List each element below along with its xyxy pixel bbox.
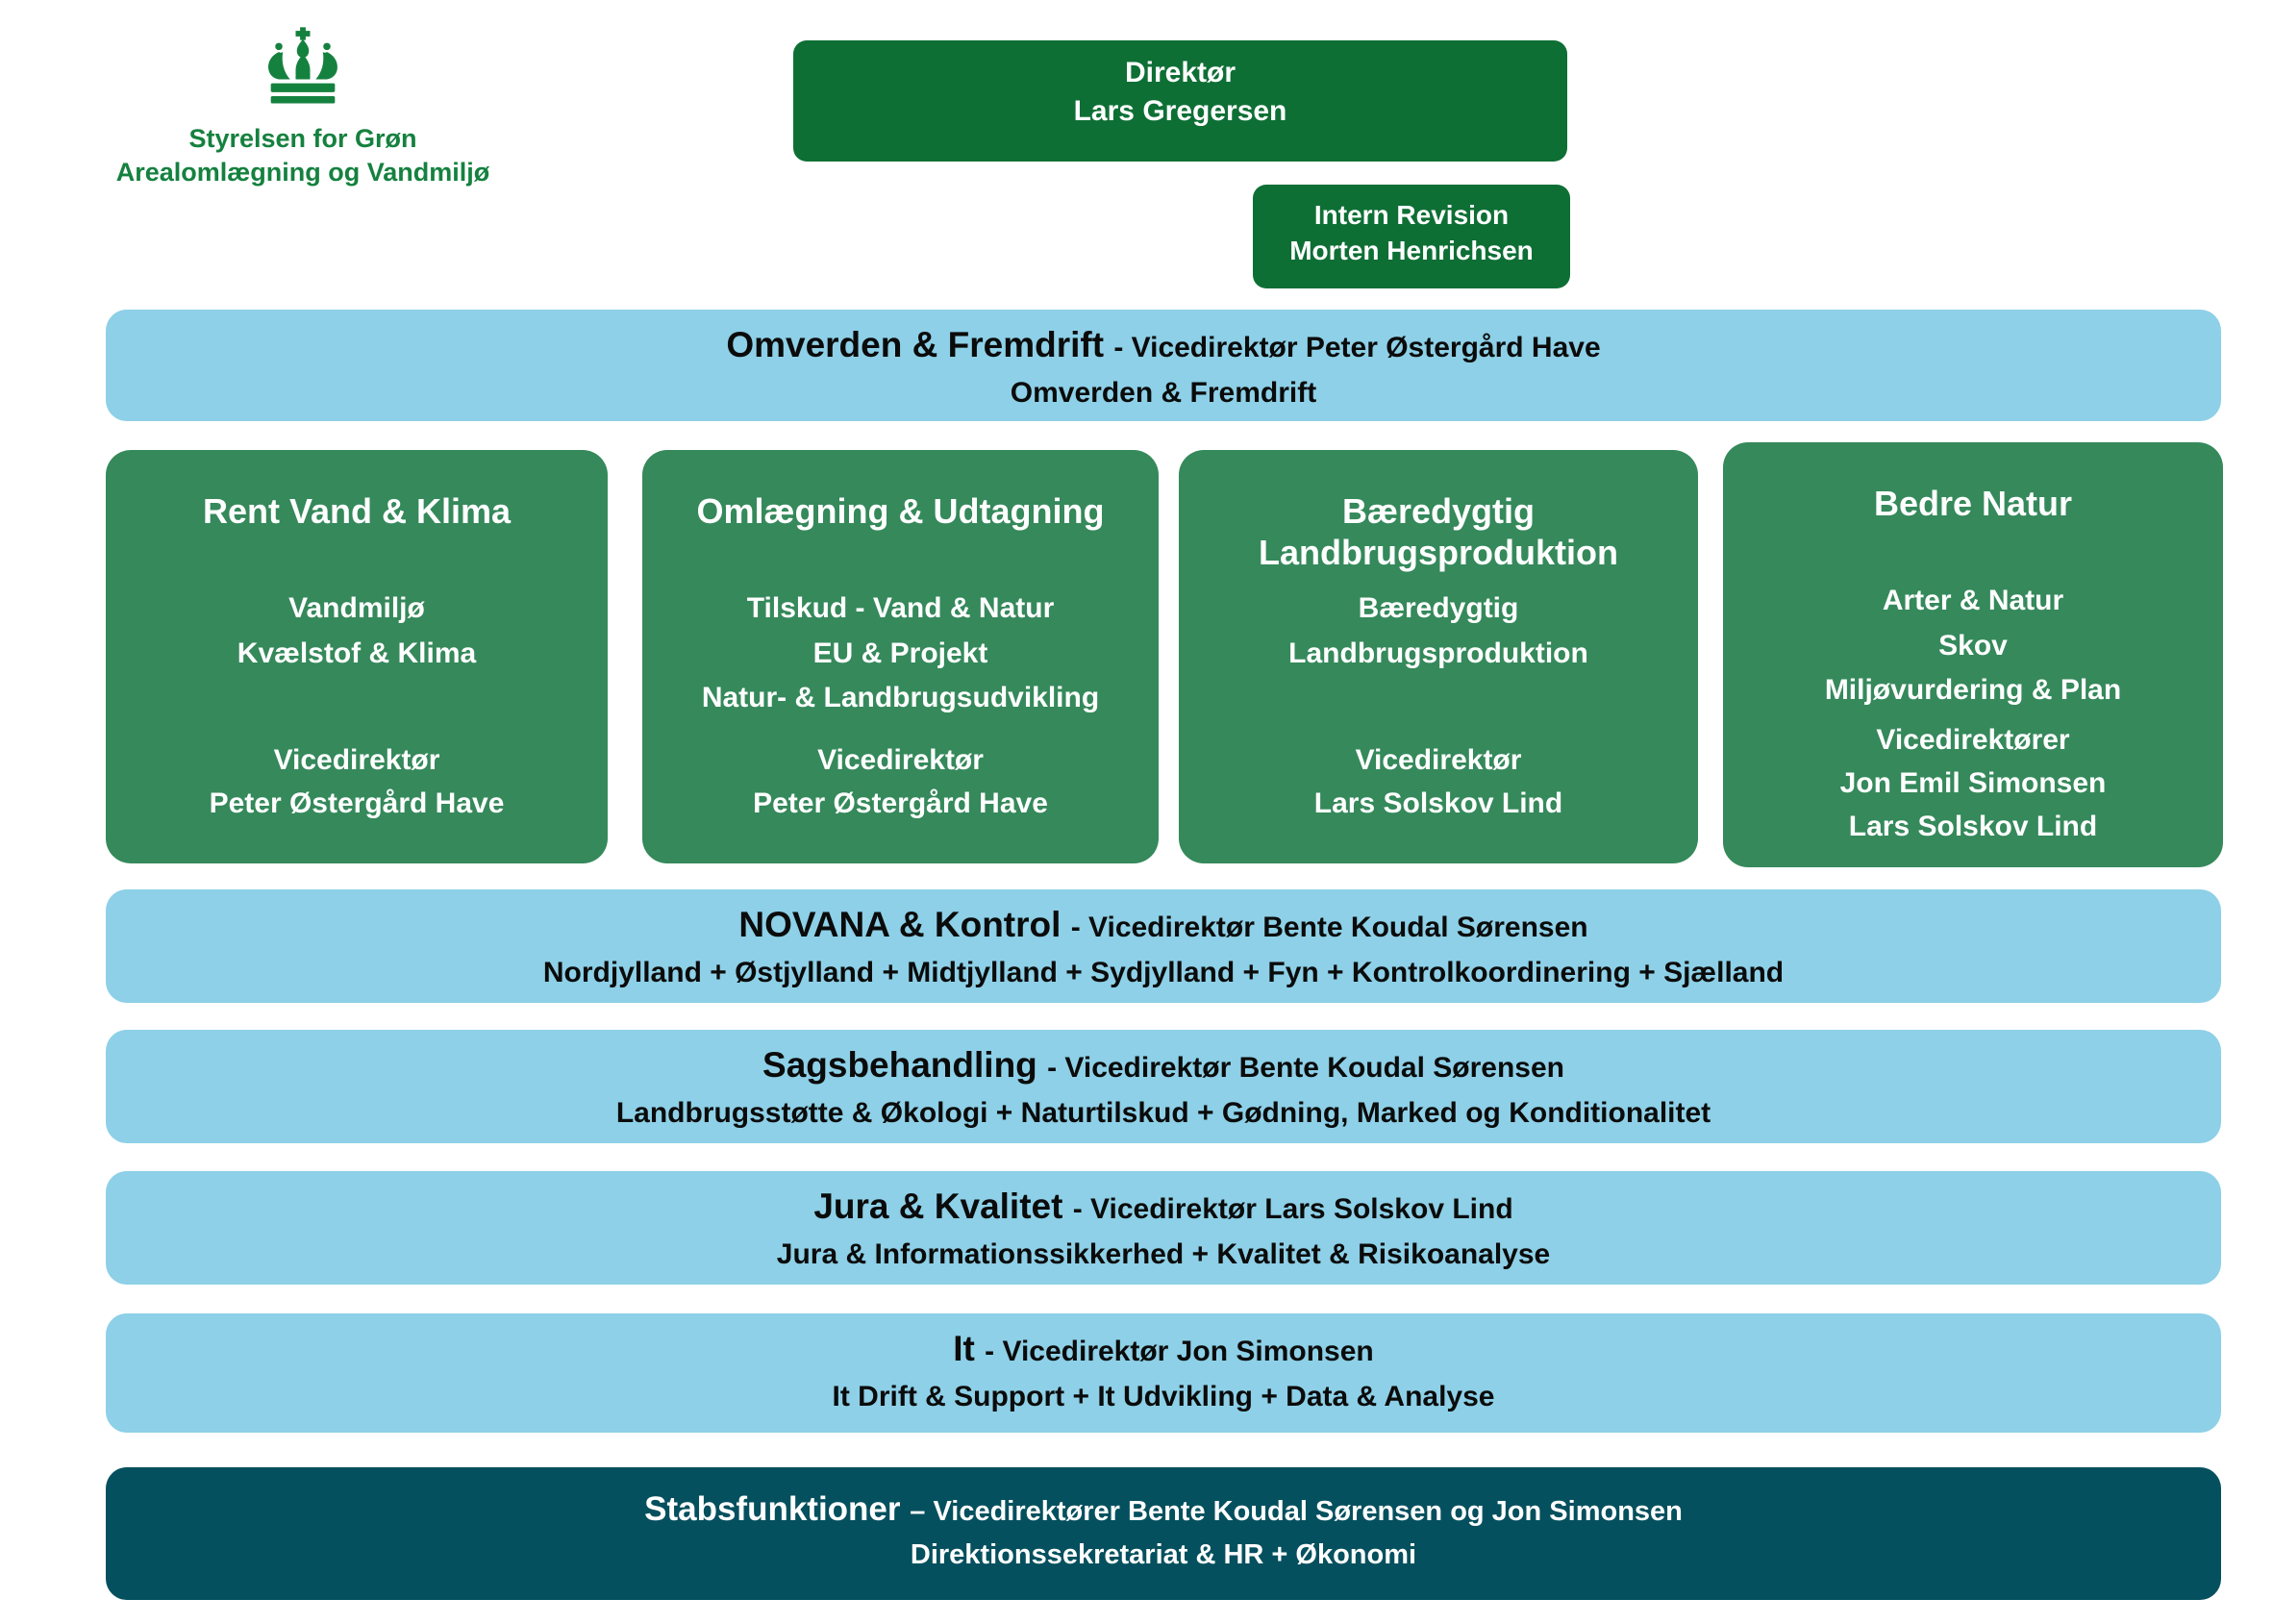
department-units — [1196, 587, 1681, 676]
unit: Skov — [1938, 629, 2008, 662]
row-leader: - Vicedirektør Peter Østergård Have — [1113, 332, 1601, 363]
department-box-omlaegning-udtagning — [642, 450, 1159, 863]
director-box — [793, 40, 1567, 162]
row-stabsfunktioner — [106, 1467, 2221, 1600]
intern-revision-title: Intern Revision — [1313, 200, 1510, 230]
department-title: Omlægning & Udtagning — [696, 491, 1105, 531]
department-box-rent-vand-klima — [106, 450, 608, 863]
crown-icon — [255, 95, 351, 112]
row-novana-kontrol — [106, 889, 2221, 1003]
unit: Bæredygtig — [1358, 592, 1519, 624]
department-leaders — [1740, 718, 2206, 848]
unit: Vandmiljø — [288, 592, 425, 624]
agency-name — [111, 122, 495, 188]
row-units: Landbrugsstøtte & Økologi + Naturtilskud + Gødning, Marked og Konditionalitet — [615, 1096, 1711, 1129]
unit: Landbrugsproduktion — [1288, 637, 1588, 669]
row-leader: - Vicedirektør Bente Koudal Sørensen — [1047, 1052, 1564, 1084]
row-leader: - Vicedirektør Bente Koudal Sørensen — [1070, 912, 1588, 943]
row-leader: – Vicedirektører Bente Koudal Sørensen og Jon Simonsen — [910, 1496, 1683, 1527]
row-it — [106, 1313, 2221, 1433]
leader-title: Vicedirektør — [817, 744, 984, 776]
department-title: Bedre Natur — [1873, 484, 2073, 523]
row-units: Omverden & Fremdrift — [1010, 376, 1317, 409]
spacer — [123, 676, 590, 738]
leader-title: Vicedirektør — [1355, 744, 1522, 776]
leader-name: Peter Østergård Have — [209, 787, 505, 819]
row-title-line — [106, 1467, 2221, 1529]
row-jura-kvalitet — [106, 1171, 2221, 1285]
agency-logo — [111, 27, 495, 188]
leader-name: Lars Solskov Lind — [1313, 787, 1563, 819]
director-name: Lars Gregersen — [1073, 94, 1287, 127]
row-title: Jura & Kvalitet — [813, 1187, 1063, 1226]
row-title: NOVANA & Kontrol — [738, 905, 1062, 944]
row-title-line — [106, 889, 2221, 946]
row-units: Direktionssekretariat & HR + Økonomi — [910, 1539, 1417, 1571]
department-units — [1740, 579, 2206, 713]
department-leaders — [660, 738, 1141, 825]
department-leaders — [123, 738, 590, 825]
row-units: It Drift & Support + It Udvikling + Data & Analyse — [832, 1380, 1495, 1412]
row-leader: - Vicedirektør Lars Solskov Lind — [1072, 1193, 1513, 1225]
department-title: Bæredygtig Landbrugsproduktion — [1259, 491, 1618, 573]
agency-name-line1: Styrelsen for Grøn — [188, 124, 417, 153]
intern-revision-box — [1253, 185, 1570, 288]
department-leaders — [1196, 738, 1681, 825]
department-title: Rent Vand & Klima — [202, 491, 512, 531]
leader-title: Vicedirektører — [1876, 724, 2070, 756]
department-units — [123, 587, 590, 676]
director-title: Direktør — [1124, 57, 1236, 88]
row-title-line — [106, 1313, 2221, 1370]
row-title-line — [106, 1171, 2221, 1228]
row-omverden-fremdrift — [106, 310, 2221, 421]
row-title-line — [106, 310, 2221, 366]
department-units — [660, 587, 1141, 721]
row-units: Nordjylland + Østjylland + Midtjylland + Sydjylland + Fyn + Kontrolkoordinering + Sjælland — [542, 956, 1785, 988]
leader-name: Peter Østergård Have — [753, 787, 1048, 819]
spacer — [660, 721, 1141, 739]
unit: EU & Projekt — [812, 637, 988, 669]
spacer — [1196, 676, 1681, 738]
department-box-baeredygtig-landbrugsproduktion — [1179, 450, 1698, 863]
intern-revision-name: Morten Henrichsen — [1289, 235, 1534, 265]
leader-name: Jon Emil Simonsen — [1839, 767, 2107, 799]
row-units: Jura & Informationssikkerhed + Kvalitet & Risikoanalyse — [776, 1237, 1551, 1270]
unit: Tilskud - Vand & Natur — [746, 592, 1055, 624]
department-box-bedre-natur — [1723, 442, 2223, 867]
unit: Kvælstof & Klima — [237, 637, 477, 669]
row-title: Stabsfunktioner — [644, 1490, 901, 1528]
row-leader: - Vicedirektør Jon Simonsen — [985, 1336, 1374, 1367]
row-sagsbehandling — [106, 1030, 2221, 1143]
row-title: Omverden & Fremdrift — [726, 325, 1105, 364]
row-title: Sagsbehandling — [762, 1045, 1037, 1085]
unit: Natur- & Landbrugsudvikling — [701, 682, 1100, 713]
unit: Miljøvurdering & Plan — [1824, 674, 2122, 706]
unit: Arter & Natur — [1882, 585, 2064, 616]
row-title: It — [953, 1329, 975, 1368]
agency-name-line2: Arealomlægning og Vandmiljø — [115, 157, 490, 187]
leader-name: Lars Solskov Lind — [1848, 811, 2098, 842]
leader-title: Vicedirektør — [273, 744, 440, 776]
row-title-line — [106, 1030, 2221, 1087]
